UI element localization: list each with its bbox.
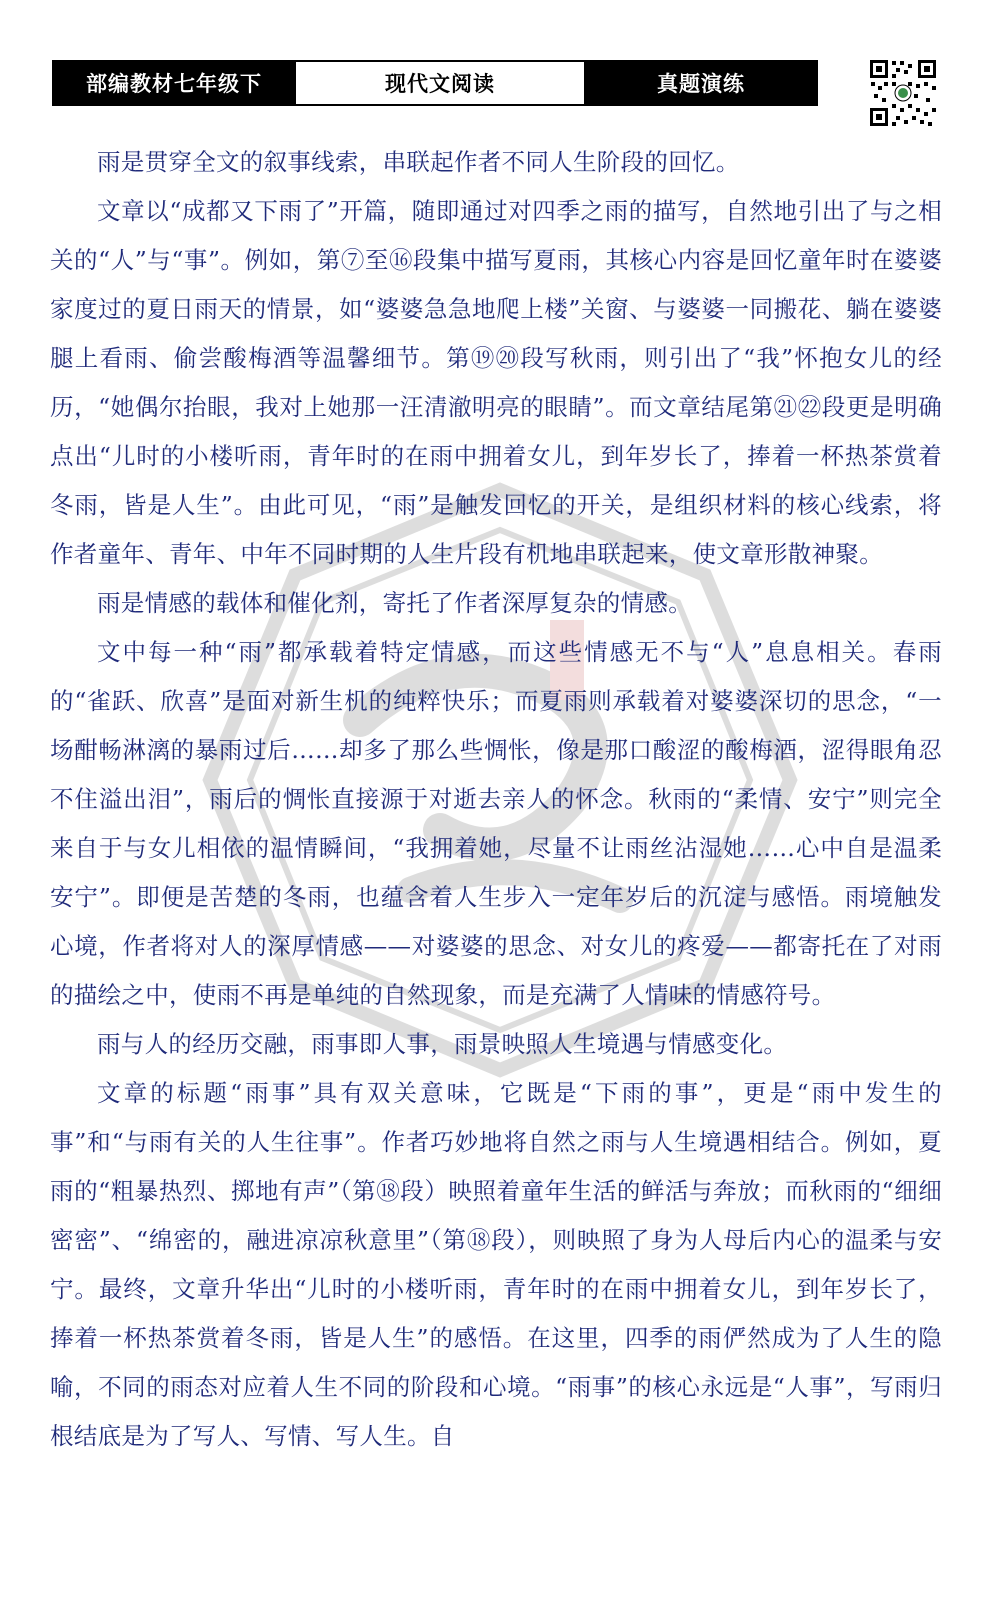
header-bar	[52, 60, 818, 106]
paragraph-body-3: 文章的标题“雨事”具有双关意味，它既是“下雨的事”，更是“雨中发生的事”和“与雨有关的人生往事”。作者巧妙地将自然之雨与人生境遇相结合。例如，夏雨的“粗暴热烈、掷地有声”（第⑱段）映照着童年生活的鲜活与奔放；而秋雨的“细细密密”、“绵密的，融进凉凉秋意里”（第⑱段），则映照了身为人母后内心的温柔与安宁。最终，文章升华出“儿时的小楼听雨，青年时的在雨中拥着女儿，到年岁长了，捧着一杯热茶赏着冬雨，皆是人生”的感悟。在这里，四季的雨俨然成为了人生的隐喻，不同的雨态对应着人生不同的阶段和心境。“雨事”的核心永远是“人事”，写雨归根结底是为了写人、写情、写人生。自	[50, 1079, 942, 1450]
header-practice-label: 真题演练	[586, 62, 816, 104]
paragraph-heading-1: 雨是贯穿全文的叙事线索，串联起作者不同人生阶段的回忆。	[97, 148, 740, 176]
article-body	[50, 138, 942, 1461]
header-section-label: 现代文阅读	[294, 62, 586, 104]
paragraph-body-2: 文中每一种“雨”都承载着特定情感，而这些情感无不与“人”息息相关。春雨的“雀跃、欣喜”是面对新生机的纯粹快乐；而夏雨则承载着对婆婆深切的思念，“一场酣畅淋漓的暴雨过后……却多了那么些惆怅，像是那口酸涩的酸梅酒，涩得眼角忍不住溢出泪”，雨后的惆怅直接源于对逝去亲人的怀念。秋雨的“柔情、安宁”则完全来自于与女儿相依的温情瞬间，“我拥着她，尽量不让雨丝沾湿她……心中自是温柔安宁”。即便是苦楚的冬雨，也蕴含着人生步入一定年岁后的沉淀与感悟。雨境触发心境，作者将对人的深厚情感——对婆婆的思念、对女儿的疼爱——都寄托在了对雨的描绘之中，使雨不再是单纯的自然现象，而是充满了人情味的情感符号。	[50, 638, 942, 1009]
paragraph-heading-3: 雨与人的经历交融，雨事即人事，雨景映照人生境遇与情感变化。	[97, 1030, 788, 1058]
paragraph-body-1: 文章以“成都又下雨了”开篇，随即通过对四季之雨的描写，自然地引出了与之相关的“人”与“事”。例如，第⑦至⑯段集中描写夏雨，其核心内容是回忆童年时在婆婆家度过的夏日雨天的情景，如“婆婆急急地爬上楼”关窗、与婆婆一同搬花、躺在婆婆腿上看雨、偷尝酸梅酒等温馨细节。第⑲⑳段写秋雨，则引出了“我”怀抱女儿的经历，“她偶尔抬眼，我对上她那一汪清澈明亮的眼睛”。而文章结尾第㉑㉒段更是明确点出“儿时的小楼听雨，青年时的在雨中拥着女儿，到年岁长了，捧着一杯热茶赏着冬雨，皆是人生”。由此可见，“雨”是触发回忆的开关，是组织材料的核心线索，将作者童年、青年、中年不同时期的人生片段有机地串联起来，使文章形散神聚。	[50, 197, 942, 568]
paragraph-heading-2: 雨是情感的载体和催化剂，寄托了作者深厚复杂的情感。	[97, 589, 692, 617]
qr-code-icon	[868, 58, 938, 128]
header-grade-label: 部编教材七年级下	[54, 62, 294, 104]
